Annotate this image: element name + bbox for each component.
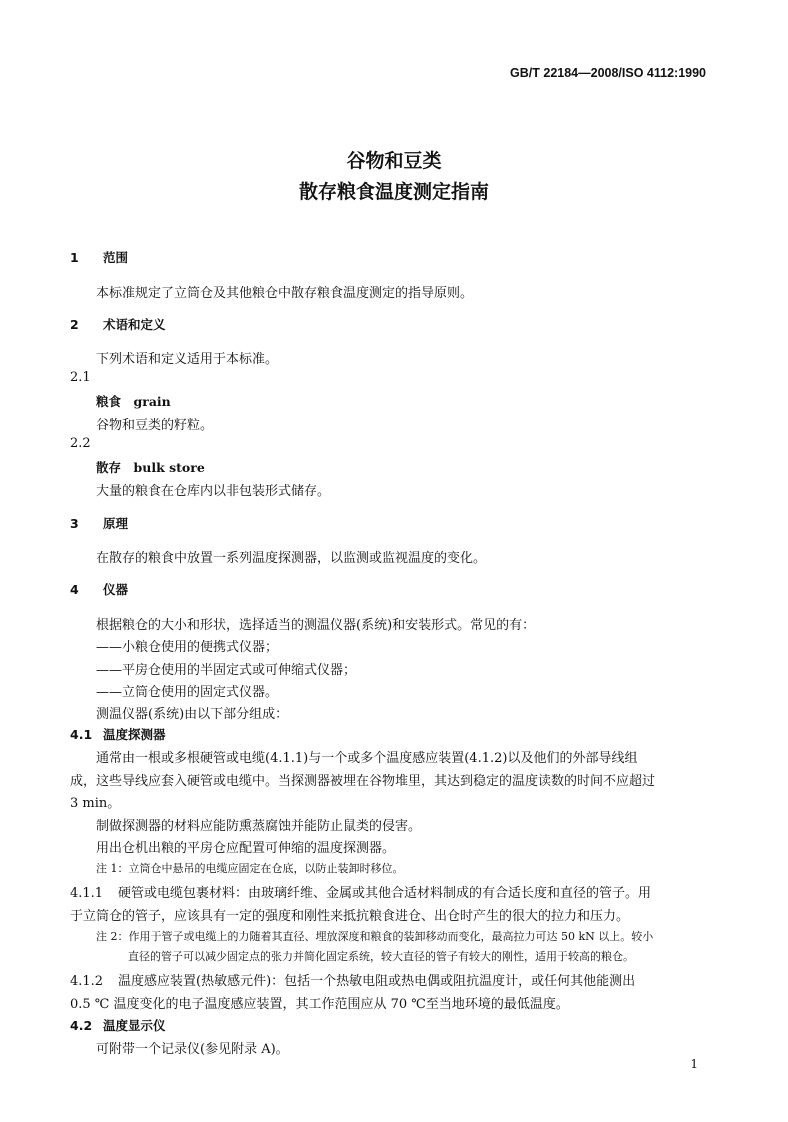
standard-number: GB/T 22184—2008/ISO 4112:1990 <box>510 66 706 80</box>
section-number: 4.1.1 <box>70 886 104 901</box>
paragraph-line: 3 min。 <box>70 796 121 811</box>
section-3-heading <box>70 514 128 532</box>
list-item: ——立筒仓使用的固定式仪器。 <box>96 685 279 700</box>
paragraph-line: 硬管或电缆包裹材料：由玻璃纤维、金属或其他合适材料制成的有合适长度和直径的管子。用 <box>118 886 652 901</box>
section-number: 4.1 <box>70 727 93 742</box>
paragraph-line: 成，这些导线应套入硬管或电缆中。当探测器被埋在谷物堆里，其达到稳定的温度读数的时间不应超过 <box>70 774 656 789</box>
paragraph-line: 通常由一根或多根硬管或电缆(4.1.1)与一个或多个温度感应装置(4.1.2)以及他们的外部导线组 <box>96 751 638 766</box>
section-title: 温度显示仪 <box>103 1018 166 1033</box>
section-number: 3 <box>70 516 79 531</box>
paragraph: 根据粮仓的大小和形状，选择适当的测温仪器(系统)和安装形式。常见的有： <box>96 618 536 633</box>
document-title-line1: 谷物和豆类 <box>346 150 442 172</box>
document-title-line2: 散存粮食温度测定指南 <box>298 181 489 203</box>
subsection-4-1-1 <box>70 882 651 901</box>
paragraph-line: 温度感应装置(热敏感元件)：包括一个热敏电阻或热电偶或阻抗温度计，或任何其他能测出 <box>118 974 636 989</box>
paragraph: 下列术语和定义适用于本标准。 <box>96 352 279 367</box>
term-number: 2.2 <box>70 436 91 451</box>
section-4-2-heading <box>70 1016 166 1034</box>
term-number: 2.1 <box>70 370 91 385</box>
paragraph: 测温仪器(系统)由以下部分组成： <box>96 707 289 722</box>
subsection-4-1-2 <box>70 970 635 989</box>
section-title: 原理 <box>103 516 129 531</box>
section-title: 术语和定义 <box>103 317 166 332</box>
paragraph: 用出仓机出粮的平房仓应配置可伸缩的温度探测器。 <box>96 841 396 856</box>
term-name: 散存 bulk store <box>96 460 205 475</box>
section-number: 4 <box>70 582 79 597</box>
section-1-heading <box>70 248 128 266</box>
section-number: 1 <box>70 250 79 265</box>
section-number: 4.1.2 <box>70 974 104 989</box>
term-definition: 大量的粮食在仓库内以非包装形式储存。 <box>96 484 331 499</box>
term-name: 粮食 grain <box>96 394 171 409</box>
section-number: 2 <box>70 317 79 332</box>
term-definition: 谷物和豆类的籽粒。 <box>96 418 214 433</box>
section-number: 4.2 <box>70 1018 93 1033</box>
note-line: 直径的管子可以减少固定点的张力并简化固定系统，较大直径的管子有较大的刚性，适用于较高的粮仓。 <box>128 950 634 963</box>
list-item: ——平房仓使用的半固定式或可伸缩式仪器； <box>96 663 357 678</box>
list-item: ——小粮仓使用的便携式仪器； <box>96 640 279 655</box>
section-title: 仪器 <box>103 582 129 597</box>
paragraph: 可附带一个记录仪(参见附录 A)。 <box>96 1042 289 1057</box>
section-4-heading <box>70 580 128 598</box>
paragraph-line: 0.5 ℃ 温度变化的电子温度感应装置，其工作范围应从 70 ℃至当地环境的最低温度。 <box>70 997 569 1012</box>
section-4-1-heading <box>70 725 166 743</box>
section-2-heading <box>70 315 166 333</box>
paragraph: 制做探测器的材料应能防熏蒸腐蚀并能防止鼠类的侵害。 <box>96 819 422 834</box>
paragraph-line: 于立筒仓的管子，应该具有一定的强度和刚性来抵抗粮食进仓、出仓时产生的很大的拉力和压力。 <box>70 909 630 924</box>
paragraph: 在散存的粮食中放置一系列温度探测器，以监测或监视温度的变化。 <box>96 551 487 566</box>
section-title: 范围 <box>103 250 129 265</box>
paragraph: 本标准规定了立筒仓及其他粮仓中散存粮食温度测定的指导原则。 <box>96 286 474 301</box>
section-title: 温度探测器 <box>103 727 166 742</box>
page-number: 1 <box>690 1057 698 1071</box>
note-line: 注 2：作用于管子或电缆上的力随着其直径、埋放深度和粮食的装卸移动而变化，最高拉力可达 50 kN 以上。较小 <box>96 930 654 943</box>
note: 注 1：立筒仓中悬吊的电缆应固定在仓底，以防止装卸时移位。 <box>96 862 404 875</box>
